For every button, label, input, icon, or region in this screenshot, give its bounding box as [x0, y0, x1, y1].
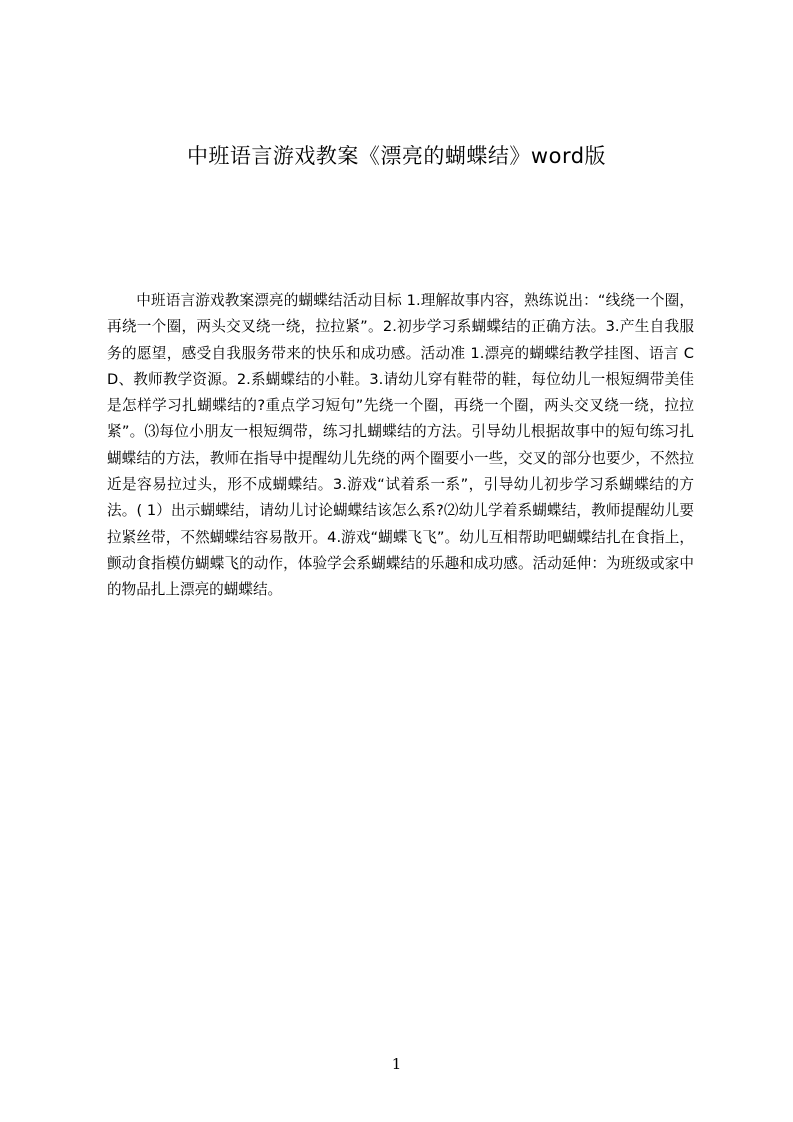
- document-title: 中班语言游戏教案《漂亮的蝴蝶结》word版: [186, 144, 607, 168]
- page-number: 1: [391, 1055, 402, 1073]
- document-body-paragraph: 中班语言游戏教案漂亮的蝴蝶结活动目标 1.理解故事内容，熟练说出：“线绕一个圈，再绕一个圈，两头交叉绕一绕，拉拉紧”。2.初步学习系蝴蝶结的正确方法。3.产生自我服务的愿望，感受自我服务带来的快乐和成功感。活动准 1.漂亮的蝴蝶结教学挂图、语言 CD、教师教学资源。2.系蝴蝶结的小鞋。3.请幼儿穿有鞋带的鞋，每位幼儿一根短绸带美佳是怎样学习扎蝴蝶结的?重点学习短句”先绕一个圈，再绕一个圈，两头交叉绕一绕，拉拉紧”。⑶每位小朋友一根短绸带，练习扎蝴蝶结的方法。引导幼儿根据故事中的短句练习扎蝴蝶结的方法，教师在指导中提醒幼儿先绕的两个圈要小一些，交叉的部分也要少，不然拉近是容易拉过头，形不成蝴蝶结。3.游戏“试着系一系”，引导幼儿初步学习系蝴蝶结的方法。( 1）出示蝴蝶结，请幼儿讨论蝴蝶结该怎么系?⑵幼儿学着系蝴蝶结，教师提醒幼儿要拉紧丝带，不然蝴蝶结容易散开。4.游戏“蝴蝶飞飞”。幼儿互相帮助吧蝴蝶结扎在食指上，颤动食指模仿蝴蝶飞的动作，体验学会系蝴蝶结的乐趣和成功感。活动延伸：为班级或家中的物品扎上漂亮的蝴蝶结。: [107, 292, 694, 599]
